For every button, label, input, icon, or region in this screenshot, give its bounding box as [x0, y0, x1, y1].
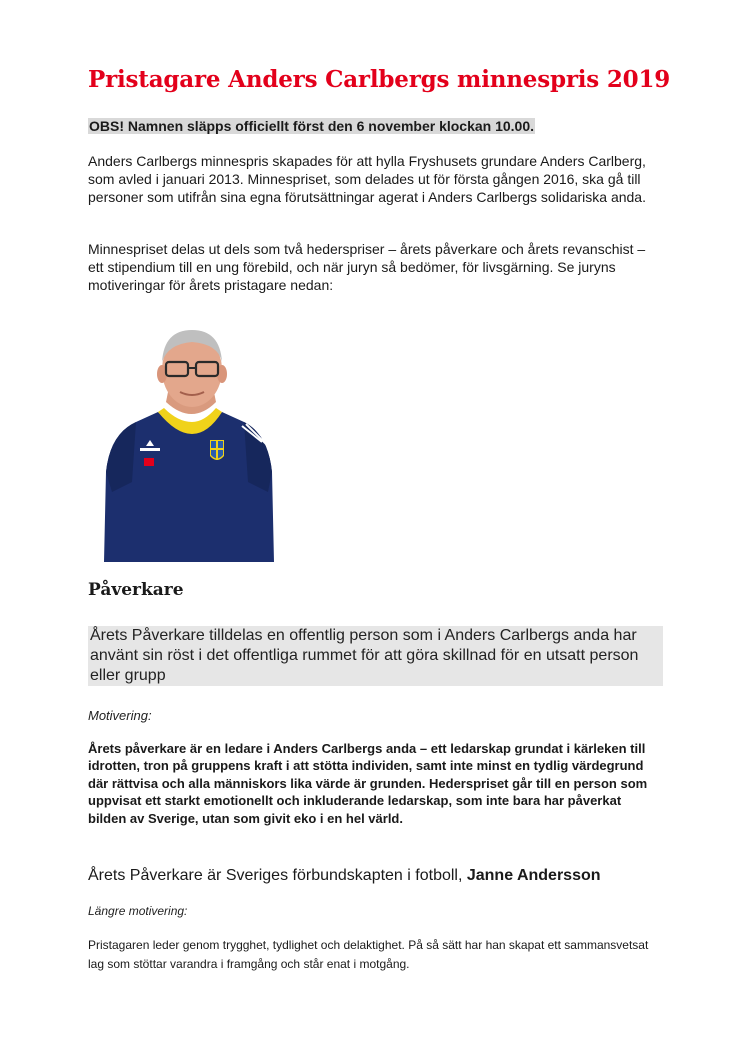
release-notice-text: OBS! Namnen släpps officiellt först den 6 november klockan 10.00. — [89, 118, 535, 134]
release-notice — [88, 117, 535, 136]
winner-name: Janne Andersson — [466, 867, 601, 884]
page-title: Pristagare Anders Carlbergs minnespris 2019 — [88, 66, 671, 93]
intro-paragraph-2: Minnespriset delas ut dels som två hederspriser – årets påverkare och årets revanschist – ett stipendium till en ung förebild, och när juryn så bedömer, för livsgärning. Se juryns motiveringar för årets pristagare nedan: — [88, 241, 646, 293]
motivation-text: Årets påverkare är en ledare i Anders Carlbergs anda – ett ledarskap grundat i kärleken till idrotten, tron på gruppens kraft i att stötta individen, samt inte minst en tydlig värdegrund där rättvisa och alla människors lika värde är grunden. Hederspriset går till en person som uppvisat ett starkt emotionellt och inkluderande ledarskap, som inte bara har påverkat bilden av Sverige, utan som givit eko i en hel värld. — [88, 741, 648, 826]
motivation-label: Motivering: — [88, 708, 152, 723]
winner-statement — [88, 866, 601, 886]
intro-paragraph-1: Anders Carlbergs minnespris skapades för att hylla Fryshusets grundare Anders Carlberg, som avled i januari 2013. Minnespriset, som delades ut för första gången 2016, ska gå till personer som utifrån sina egna förutsättningar agerat i Anders Carlbergs solidariska anda. — [88, 153, 646, 205]
long-motivation-label: Längre motivering: — [88, 904, 188, 918]
section-heading: Påverkare — [88, 580, 184, 600]
section-description: Årets Påverkare tilldelas en offentlig person som i Anders Carlbergs anda har använt sin röst i det offentliga rummet för att göra skillnad för en utsatt person eller grupp — [88, 626, 663, 686]
winner-prefix: Årets Påverkare är Sveriges förbundskapten i fotboll, — [88, 867, 467, 884]
long-motivation-text: Pristagaren leder genom trygghet, tydlighet och delaktighet. På så sätt har han skapat ett sammansvetsat lag som stöttar varandra i framgång och står enat i motgång. — [88, 938, 649, 971]
winner-photo — [96, 322, 276, 562]
